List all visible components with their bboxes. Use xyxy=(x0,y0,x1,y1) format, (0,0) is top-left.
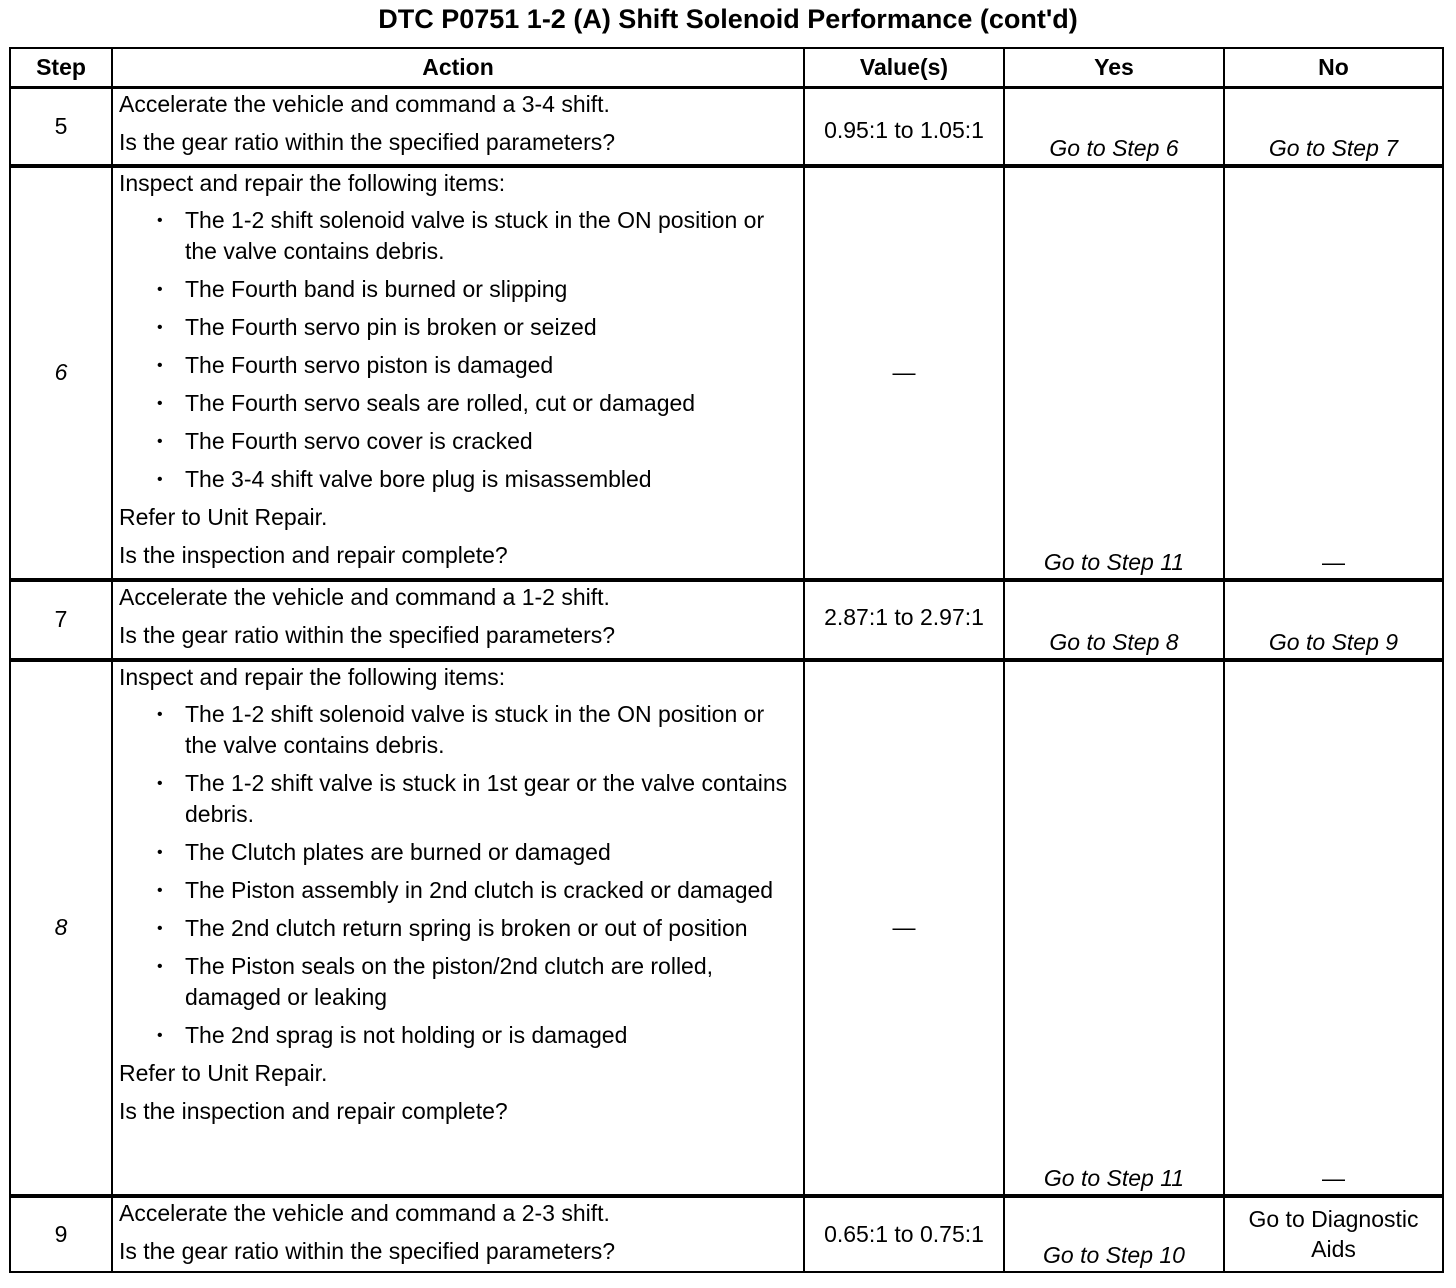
action-cell xyxy=(112,580,804,660)
list-item: • The Piston assembly in 2nd clutch is cracked or damaged xyxy=(185,875,797,906)
header-action: Action xyxy=(112,48,804,88)
action-line: Accelerate the vehicle and command a 1-2 shift. xyxy=(119,583,610,610)
action-question: Is the gear ratio within the specified parameters? xyxy=(119,1237,616,1264)
yes-cell: Go to Step 8 xyxy=(1004,580,1224,660)
list-item: • The 1-2 shift solenoid valve is stuck in the ON position or the valve contains debris. xyxy=(185,699,797,761)
value-cell: — xyxy=(804,660,1004,1196)
action-line: Inspect and repair the following items: xyxy=(119,169,506,196)
value-cell: 2.87:1 to 2.97:1 xyxy=(804,580,1004,660)
step-number: 9 xyxy=(10,1196,112,1272)
value-cell: — xyxy=(804,166,1004,580)
header-step: Step xyxy=(10,48,112,88)
yes-cell: Go to Step 6 xyxy=(1004,88,1224,166)
action-line: Inspect and repair the following items: xyxy=(119,663,506,690)
step-number: 7 xyxy=(10,580,112,660)
step-number: 6 xyxy=(10,166,112,580)
table-row-step-8 xyxy=(10,660,1443,1196)
header-yes: Yes xyxy=(1004,48,1224,88)
list-item: • The Fourth servo pin is broken or seized xyxy=(185,312,797,343)
page-title: DTC P0751 1-2 (A) Shift Solenoid Performance (cont'd) xyxy=(378,4,1078,34)
table-row-step-6 xyxy=(10,166,1443,580)
value-cell: 0.65:1 to 0.75:1 xyxy=(804,1196,1004,1272)
table-row-step-7 xyxy=(10,580,1443,660)
action-line: Accelerate the vehicle and command a 2-3 shift. xyxy=(119,1199,610,1226)
yes-cell: Go to Step 10 xyxy=(1004,1196,1224,1272)
value-cell: 0.95:1 to 1.05:1 xyxy=(804,88,1004,166)
no-cell: — xyxy=(1224,660,1443,1196)
list-item: • The 2nd clutch return spring is broken or out of position xyxy=(185,913,797,944)
action-line: Accelerate the vehicle and command a 3-4 shift. xyxy=(119,91,610,117)
step-number: 5 xyxy=(10,88,112,166)
list-item: • The Fourth band is burned or slipping xyxy=(185,274,797,305)
list-item: • The 1-2 shift valve is stuck in 1st gear or the valve contains debris. xyxy=(185,768,797,830)
list-item: • The Clutch plates are burned or damaged xyxy=(185,837,797,868)
action-question: Is the gear ratio within the specified parameters? xyxy=(119,129,616,155)
action-question: Is the inspection and repair complete? xyxy=(119,1097,508,1124)
list-item: • The Fourth servo piston is damaged xyxy=(185,350,797,381)
list-item: • The 3-4 shift valve bore plug is misassembled xyxy=(185,464,797,495)
action-line: Refer to Unit Repair. xyxy=(119,503,328,530)
action-cell xyxy=(112,88,804,166)
inspection-list xyxy=(119,699,797,1051)
list-item: • The 2nd sprag is not holding or is damaged xyxy=(185,1020,797,1051)
table-row-step-5 xyxy=(10,88,1443,166)
no-cell: Go to Step 7 xyxy=(1224,88,1443,166)
inspection-list xyxy=(119,205,797,495)
yes-cell: Go to Step 11 xyxy=(1004,166,1224,580)
no-cell: — xyxy=(1224,166,1443,580)
action-cell xyxy=(112,166,804,580)
action-cell xyxy=(112,1196,804,1272)
header-values: Value(s) xyxy=(804,48,1004,88)
list-item: • The Fourth servo seals are rolled, cut or damaged xyxy=(185,388,797,419)
header-no: No xyxy=(1224,48,1443,88)
table-row-step-9 xyxy=(10,1196,1443,1272)
no-cell: Go to Step 9 xyxy=(1224,580,1443,660)
step-number: 8 xyxy=(10,660,112,1196)
list-item: • The 1-2 shift solenoid valve is stuck in the ON position or the valve contains debris. xyxy=(185,205,797,267)
no-cell: Go to Diagnostic Aids xyxy=(1224,1196,1443,1272)
action-question: Is the gear ratio within the specified parameters? xyxy=(119,621,616,648)
diagnostic-table xyxy=(9,47,1444,1273)
list-item: • The Fourth servo cover is cracked xyxy=(185,426,797,457)
list-item: • The Piston seals on the piston/2nd clutch are rolled, damaged or leaking xyxy=(185,951,797,1013)
action-line: Refer to Unit Repair. xyxy=(119,1059,328,1086)
action-question: Is the inspection and repair complete? xyxy=(119,541,508,568)
table-header-row xyxy=(10,48,1443,88)
action-cell xyxy=(112,660,804,1196)
yes-cell: Go to Step 11 xyxy=(1004,660,1224,1196)
